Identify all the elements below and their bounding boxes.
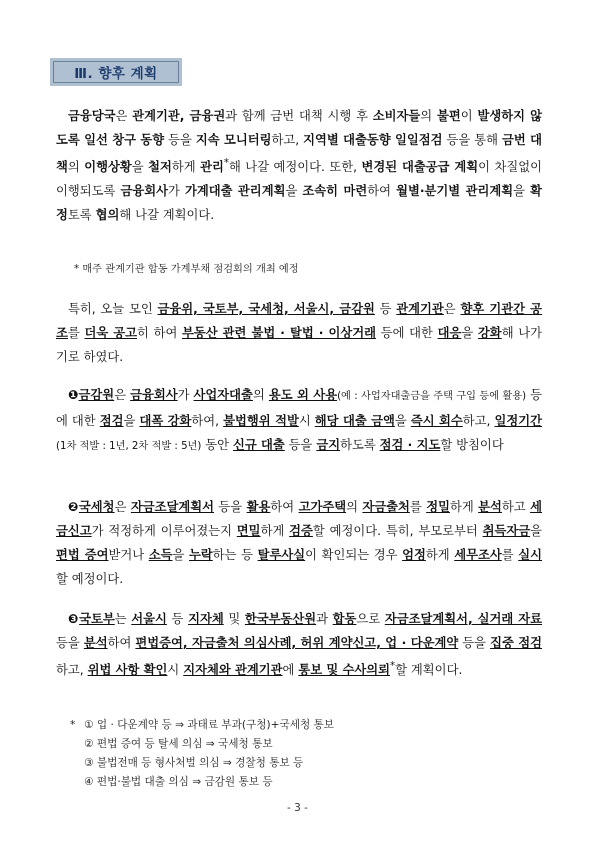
footnote-list <box>70 716 334 792</box>
list-item: ③ 불법전매 등 형사처벌 의심 ⇒ 경찰청 통보 등 <box>84 757 304 769</box>
page-number: - 3 - <box>287 802 308 814</box>
list-item: * ① 업 · 다운계약 등 ⇒ 과태료 부과(구청)+국세청 통보 <box>70 719 335 731</box>
list-item: ④ 편법·불법 대출 의심 ⇒ 금감원 통보 등 <box>84 776 273 788</box>
section-header <box>50 58 182 86</box>
paragraph-fss: ❶금감원은 금융회사가 사업자대출의 용도 외 사용(예 : 사업자대출금을 주택 구입 등에 활용) 등에 대한 점검을 대폭 강화하여, 불법행위 적발시 해당 대출 금액을 즉시 회수하고, 일정기간(1차 적발 : 1년, 2차 적발 : 5년) 동안 신규 대출 등을 금지하도록 점검 · 지도할 방침이다 <box>56 388 543 452</box>
footnote-weekly-meeting: * 매주 관계기관 합동 가계부채 점검회의 개최 예정 <box>74 264 299 275</box>
paragraph-2: 특히, 오늘 모인 금융위, 국토부, 국세청, 서울시, 금감원 등 관계기관은 향후 기관간 공조를 더욱 공고히 하여 부동산 관련 불법 · 탈법 · 이상거래 등에 대한 대응을 강화해 나가기로 하였다. <box>56 302 542 364</box>
section-title: Ⅲ. 향후 계획 <box>53 61 179 83</box>
paragraph-1: 금융당국은 관계기관, 금융권과 함께 금번 대책 시행 후 소비자들의 불편이 발생하지 않도록 일선 창구 동향 등을 지속 모니터링하고, 지역별 대출동향 일일점검 등을 통해 금번 대책의 이행상황을 철저하게 관리*해 나갈 예정이다. 또한, 변경된 대출공급 계획이 차질없이 이행되도록 금융회사가 가계대출 관리계획을 조속히 마련하여 월별·분기별 관리계획을 확정토록 협의해 나갈 계획이다. <box>56 109 543 223</box>
paragraph-molit: ❸국토부는 서울시 등 지자체 및 한국부동산원과 합동으로 자금조달계획서, 실거래 자료 등을 분석하여 편법증여, 자금출처 의심사례, 허위 계약신고, 업 · 다운계약 등을 집중 점검하고, 위법 사항 확인시 지자체와 관계기관에 통보 및 수사의뢰*할 계획이다. <box>56 612 543 678</box>
list-item: ② 편법 증여 등 탈세 의심 ⇒ 국세청 통보 <box>84 738 273 750</box>
paragraph-nts: ❷국세청은 자금조달계획서 등을 활용하여 고가주택의 자금출처를 정밀하게 분석하고 세금신고가 적정하게 이루어졌는지 면밀하게 검증할 예정이다. 특히, 부모로부터 취득자금을 편법 증여받거나 소득을 누락하는 등 탈루사실이 확인되는 경우 엄정하게 세무조사를 실시할 예정이다. <box>56 500 542 586</box>
